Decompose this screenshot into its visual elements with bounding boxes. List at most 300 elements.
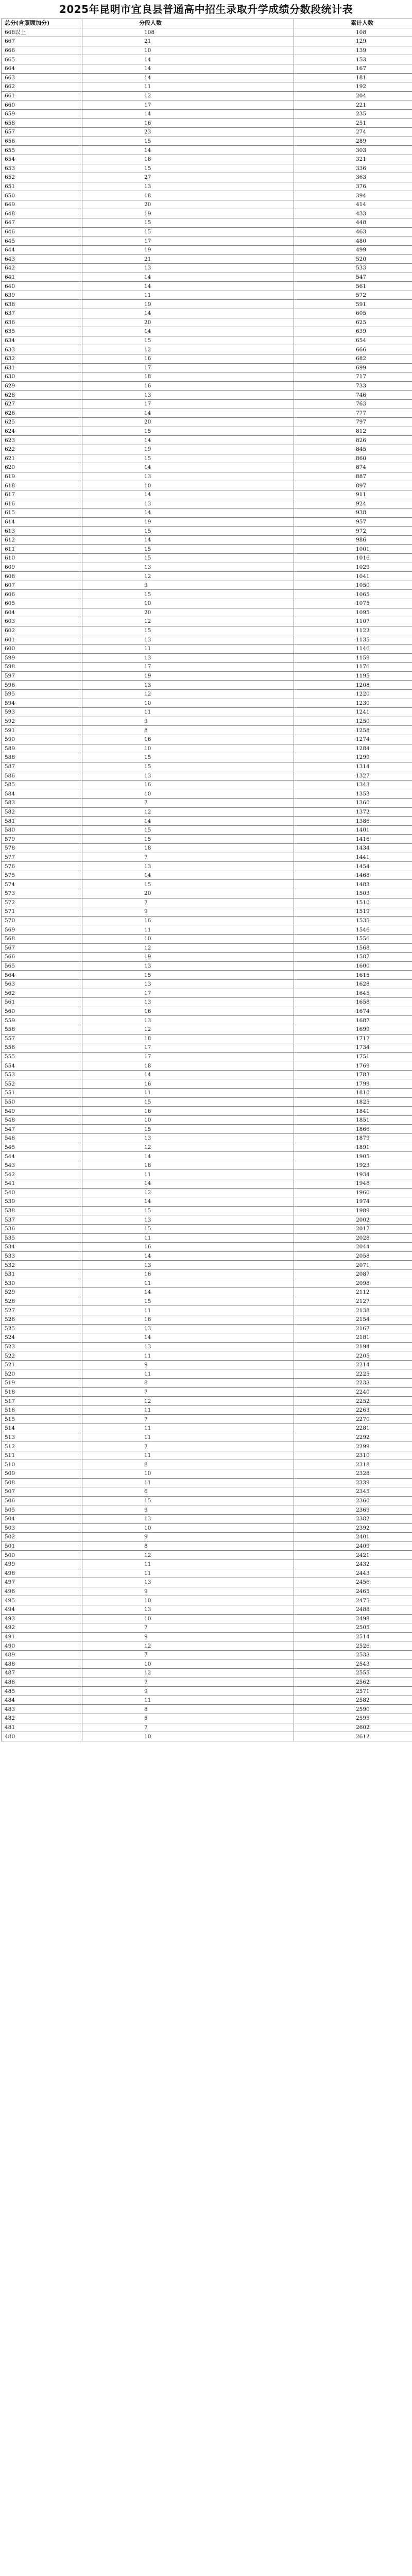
header-cumulative-count: 累计人数 — [294, 19, 412, 28]
cumulative-count-cell: 1230 — [294, 699, 412, 708]
segment-count-cell: 14 — [82, 490, 294, 499]
table-row — [2, 363, 412, 372]
cumulative-count-cell: 2612 — [294, 1732, 412, 1741]
table-row — [2, 55, 412, 64]
table-row — [2, 880, 412, 889]
cumulative-count-cell: 2281 — [294, 1424, 412, 1433]
segment-count-cell: 7 — [82, 1387, 294, 1397]
cumulative-count-cell: 2112 — [294, 1288, 412, 1297]
score-cell: 597 — [2, 671, 82, 681]
table-row — [2, 1523, 412, 1533]
segment-count-cell: 11 — [82, 1478, 294, 1487]
cumulative-count-cell: 2369 — [294, 1505, 412, 1515]
table-row — [2, 1732, 412, 1741]
score-cell: 482 — [2, 1714, 82, 1723]
segment-count-cell: 9 — [82, 1687, 294, 1696]
table-row — [2, 1043, 412, 1053]
score-cell: 628 — [2, 391, 82, 400]
segment-count-cell: 18 — [82, 372, 294, 382]
score-cell: 609 — [2, 563, 82, 572]
cumulative-count-cell: 2602 — [294, 1723, 412, 1732]
cumulative-count-cell: 2058 — [294, 1251, 412, 1261]
cumulative-count-cell: 1095 — [294, 608, 412, 617]
table-row — [2, 1315, 412, 1324]
cumulative-count-cell: 1628 — [294, 979, 412, 989]
score-cell: 489 — [2, 1650, 82, 1659]
table-row — [2, 563, 412, 572]
segment-count-cell: 21 — [82, 37, 294, 46]
cumulative-count-cell: 682 — [294, 354, 412, 363]
cumulative-count-cell: 1050 — [294, 581, 412, 590]
segment-count-cell: 11 — [82, 1433, 294, 1442]
cumulative-count-cell: 2328 — [294, 1469, 412, 1479]
score-cell: 578 — [2, 844, 82, 853]
cumulative-count-cell: 1314 — [294, 762, 412, 771]
score-cell: 621 — [2, 454, 82, 463]
cumulative-count-cell: 533 — [294, 264, 412, 273]
table-row — [2, 1496, 412, 1505]
cumulative-count-cell: 2360 — [294, 1496, 412, 1505]
score-cell: 618 — [2, 481, 82, 490]
cumulative-count-cell: 1615 — [294, 971, 412, 980]
segment-count-cell: 14 — [82, 64, 294, 73]
segment-count-cell: 14 — [82, 871, 294, 880]
score-cell: 549 — [2, 1107, 82, 1116]
cumulative-count-cell: 1825 — [294, 1097, 412, 1107]
cumulative-count-cell: 2562 — [294, 1677, 412, 1687]
segment-count-cell: 20 — [82, 889, 294, 899]
cumulative-count-cell: 2595 — [294, 1714, 412, 1723]
table-row — [2, 1487, 412, 1497]
table-row — [2, 1279, 412, 1288]
segment-count-cell: 15 — [82, 227, 294, 236]
segment-count-cell: 16 — [82, 1079, 294, 1089]
score-cell: 603 — [2, 617, 82, 626]
cumulative-count-cell: 1546 — [294, 925, 412, 935]
score-cell: 509 — [2, 1469, 82, 1479]
cumulative-count-cell: 2263 — [294, 1405, 412, 1415]
score-cell: 503 — [2, 1523, 82, 1533]
score-cell: 518 — [2, 1387, 82, 1397]
cumulative-count-cell: 1386 — [294, 817, 412, 826]
table-row — [2, 155, 412, 164]
table-row — [2, 961, 412, 971]
table-row — [2, 599, 412, 608]
cumulative-count-cell: 2292 — [294, 1433, 412, 1442]
score-cell: 627 — [2, 399, 82, 409]
score-cell: 600 — [2, 644, 82, 653]
segment-count-cell: 16 — [82, 354, 294, 363]
cumulative-count-cell: 911 — [294, 490, 412, 499]
table-row — [2, 1659, 412, 1669]
table-row — [2, 300, 412, 309]
cumulative-count-cell: 1483 — [294, 880, 412, 889]
segment-count-cell: 14 — [82, 109, 294, 118]
table-row — [2, 1107, 412, 1116]
cumulative-count-cell: 1717 — [294, 1034, 412, 1043]
table-row — [2, 889, 412, 899]
segment-count-cell: 10 — [82, 1614, 294, 1623]
table-row — [2, 644, 412, 653]
cumulative-count-cell: 2017 — [294, 1224, 412, 1233]
segment-count-cell: 8 — [82, 1379, 294, 1388]
table-row — [2, 28, 412, 37]
score-cell: 524 — [2, 1333, 82, 1343]
cumulative-count-cell: 699 — [294, 363, 412, 372]
segment-count-cell: 11 — [82, 1405, 294, 1415]
table-row — [2, 1596, 412, 1605]
segment-count-cell: 8 — [82, 1541, 294, 1551]
score-cell: 630 — [2, 372, 82, 382]
score-cell: 658 — [2, 118, 82, 128]
table-row — [2, 1161, 412, 1170]
cumulative-count-cell: 2339 — [294, 1478, 412, 1487]
score-cell: 611 — [2, 545, 82, 554]
table-row — [2, 1143, 412, 1152]
segment-count-cell: 15 — [82, 971, 294, 980]
score-cell: 510 — [2, 1460, 82, 1469]
score-cell: 606 — [2, 590, 82, 599]
cumulative-count-cell: 1556 — [294, 934, 412, 943]
cumulative-count-cell: 605 — [294, 309, 412, 318]
score-cell: 506 — [2, 1496, 82, 1505]
segment-count-cell: 10 — [82, 481, 294, 490]
score-cell: 545 — [2, 1143, 82, 1152]
cumulative-count-cell: 874 — [294, 463, 412, 472]
table-row — [2, 1587, 412, 1596]
score-cell: 656 — [2, 137, 82, 146]
cumulative-count-cell: 336 — [294, 164, 412, 173]
cumulative-count-cell: 1372 — [294, 807, 412, 817]
cumulative-count-cell: 448 — [294, 218, 412, 228]
score-cell: 567 — [2, 943, 82, 953]
table-row — [2, 527, 412, 536]
segment-count-cell: 17 — [82, 363, 294, 372]
segment-count-cell: 19 — [82, 300, 294, 309]
score-cell: 531 — [2, 1269, 82, 1279]
score-cell: 655 — [2, 146, 82, 155]
score-cell: 538 — [2, 1206, 82, 1215]
cumulative-count-cell: 1122 — [294, 626, 412, 635]
segment-count-cell: 12 — [82, 1551, 294, 1560]
cumulative-count-cell: 1769 — [294, 1061, 412, 1071]
cumulative-count-cell: 2533 — [294, 1650, 412, 1659]
segment-count-cell: 15 — [82, 753, 294, 762]
segment-count-cell: 14 — [82, 1333, 294, 1343]
table-row — [2, 91, 412, 100]
score-cell: 569 — [2, 925, 82, 935]
score-cell: 492 — [2, 1623, 82, 1633]
cumulative-count-cell: 2382 — [294, 1514, 412, 1523]
cumulative-count-cell: 561 — [294, 282, 412, 291]
segment-count-cell: 10 — [82, 599, 294, 608]
score-cell: 527 — [2, 1306, 82, 1315]
score-cell: 640 — [2, 282, 82, 291]
score-cell: 528 — [2, 1297, 82, 1306]
table-row — [2, 454, 412, 463]
table-row — [2, 1061, 412, 1071]
cumulative-count-cell: 547 — [294, 273, 412, 282]
score-cell: 602 — [2, 626, 82, 635]
table-row — [2, 1551, 412, 1560]
score-cell: 494 — [2, 1605, 82, 1614]
segment-count-cell: 11 — [82, 1451, 294, 1460]
cumulative-count-cell: 376 — [294, 182, 412, 191]
cumulative-count-cell: 666 — [294, 345, 412, 354]
table-row — [2, 1451, 412, 1460]
score-cell: 556 — [2, 1043, 82, 1053]
score-cell: 496 — [2, 1587, 82, 1596]
score-cell: 650 — [2, 191, 82, 200]
cumulative-count-cell: 1284 — [294, 744, 412, 753]
cumulative-count-cell: 1075 — [294, 599, 412, 608]
page-title: 2025年昆明市宜良县普通高中招生录取升学成绩分数段统计表 — [59, 3, 353, 15]
score-cell: 564 — [2, 971, 82, 980]
segment-count-cell: 7 — [82, 1442, 294, 1451]
score-cell: 647 — [2, 218, 82, 228]
cumulative-count-cell: 2401 — [294, 1533, 412, 1542]
cumulative-count-cell: 2345 — [294, 1487, 412, 1497]
segment-count-cell: 6 — [82, 1487, 294, 1497]
cumulative-count-cell: 520 — [294, 255, 412, 264]
cumulative-count-cell: 1041 — [294, 572, 412, 581]
table-row — [2, 1541, 412, 1551]
cumulative-count-cell: 2233 — [294, 1379, 412, 1388]
table-row — [2, 807, 412, 817]
table-row — [2, 1632, 412, 1641]
table-row — [2, 327, 412, 336]
table-row — [2, 282, 412, 291]
score-cell: 558 — [2, 1025, 82, 1034]
segment-count-cell: 15 — [82, 336, 294, 345]
cumulative-count-cell: 777 — [294, 409, 412, 418]
score-cell: 546 — [2, 1134, 82, 1143]
score-cell: 643 — [2, 255, 82, 264]
table-row — [2, 109, 412, 118]
score-cell: 540 — [2, 1188, 82, 1197]
score-cell: 585 — [2, 780, 82, 789]
segment-count-cell: 19 — [82, 445, 294, 454]
segment-count-cell: 11 — [82, 1170, 294, 1179]
score-cell: 583 — [2, 799, 82, 808]
cumulative-count-cell: 2071 — [294, 1261, 412, 1270]
table-row — [2, 1306, 412, 1315]
score-cell: 659 — [2, 109, 82, 118]
score-cell: 502 — [2, 1533, 82, 1542]
segment-count-cell: 14 — [82, 282, 294, 291]
cumulative-count-cell: 1687 — [294, 1016, 412, 1025]
cumulative-count-cell: 221 — [294, 100, 412, 110]
segment-count-cell: 7 — [82, 799, 294, 808]
header-segment-count: 分段人数 — [82, 19, 294, 28]
score-cell: 644 — [2, 245, 82, 255]
segment-count-cell: 13 — [82, 472, 294, 481]
score-cell: 639 — [2, 291, 82, 300]
segment-count-cell: 11 — [82, 291, 294, 300]
segment-count-cell: 13 — [82, 1134, 294, 1143]
table-row — [2, 1097, 412, 1107]
table-row — [2, 1478, 412, 1487]
segment-count-cell: 15 — [82, 1224, 294, 1233]
table-row — [2, 318, 412, 327]
table-row — [2, 1197, 412, 1207]
segment-count-cell: 9 — [82, 1587, 294, 1596]
table-row — [2, 291, 412, 300]
segment-count-cell: 15 — [82, 1206, 294, 1215]
cumulative-count-cell: 2543 — [294, 1659, 412, 1669]
segment-count-cell: 15 — [82, 1496, 294, 1505]
cumulative-count-cell: 1360 — [294, 799, 412, 808]
table-row — [2, 445, 412, 454]
score-cell: 581 — [2, 817, 82, 826]
cumulative-count-cell: 2167 — [294, 1324, 412, 1333]
segment-count-cell: 12 — [82, 1143, 294, 1152]
segment-count-cell: 17 — [82, 100, 294, 110]
cumulative-count-cell: 1645 — [294, 989, 412, 998]
score-cell: 584 — [2, 789, 82, 799]
score-cell: 601 — [2, 635, 82, 645]
table-row — [2, 1016, 412, 1025]
score-cell: 664 — [2, 64, 82, 73]
table-row — [2, 1705, 412, 1714]
cumulative-count-cell: 2310 — [294, 1451, 412, 1460]
cumulative-count-cell: 1510 — [294, 898, 412, 907]
score-cell: 636 — [2, 318, 82, 327]
score-cell: 539 — [2, 1197, 82, 1207]
cumulative-count-cell: 986 — [294, 535, 412, 545]
segment-count-cell: 9 — [82, 1632, 294, 1641]
table-row — [2, 1052, 412, 1061]
score-cell: 553 — [2, 1070, 82, 1079]
score-cell: 566 — [2, 953, 82, 962]
segment-count-cell: 11 — [82, 1233, 294, 1243]
table-row — [2, 1179, 412, 1189]
score-cell: 552 — [2, 1079, 82, 1089]
table-row — [2, 1687, 412, 1696]
segment-count-cell: 16 — [82, 916, 294, 925]
table-row — [2, 182, 412, 191]
score-cell: 666 — [2, 46, 82, 55]
score-cell: 589 — [2, 744, 82, 753]
score-cell: 508 — [2, 1478, 82, 1487]
segment-count-cell: 10 — [82, 699, 294, 708]
table-row — [2, 1560, 412, 1569]
segment-count-cell: 14 — [82, 1152, 294, 1161]
cumulative-count-cell: 1600 — [294, 961, 412, 971]
segment-count-cell: 12 — [82, 1669, 294, 1678]
segment-count-cell: 13 — [82, 1261, 294, 1270]
cumulative-count-cell: 2456 — [294, 1578, 412, 1587]
score-cell: 536 — [2, 1224, 82, 1233]
table-row — [2, 490, 412, 499]
segment-count-cell: 11 — [82, 925, 294, 935]
cumulative-count-cell: 2555 — [294, 1669, 412, 1678]
score-cell: 533 — [2, 1251, 82, 1261]
table-row — [2, 1288, 412, 1297]
table-row — [2, 463, 412, 472]
segment-count-cell: 13 — [82, 653, 294, 663]
table-row — [2, 979, 412, 989]
score-cell: 576 — [2, 862, 82, 871]
score-cell: 515 — [2, 1415, 82, 1424]
cumulative-count-cell: 1001 — [294, 545, 412, 554]
cumulative-count-cell: 1851 — [294, 1115, 412, 1125]
table-row — [2, 717, 412, 726]
segment-count-cell: 10 — [82, 1596, 294, 1605]
score-cell: 516 — [2, 1405, 82, 1415]
segment-count-cell: 15 — [82, 590, 294, 599]
table-row — [2, 608, 412, 617]
table-header-row — [2, 19, 412, 28]
segment-count-cell: 14 — [82, 327, 294, 336]
segment-count-cell: 8 — [82, 726, 294, 735]
table-row — [2, 998, 412, 1007]
cumulative-count-cell: 1159 — [294, 653, 412, 663]
table-row — [2, 762, 412, 771]
cumulative-count-cell: 1568 — [294, 943, 412, 953]
cumulative-count-cell: 1454 — [294, 862, 412, 871]
score-cell: 641 — [2, 273, 82, 282]
cumulative-count-cell: 897 — [294, 481, 412, 490]
cumulative-count-cell: 1416 — [294, 835, 412, 844]
table-row — [2, 862, 412, 871]
table-row — [2, 1089, 412, 1098]
score-cell: 634 — [2, 336, 82, 345]
score-cell: 548 — [2, 1115, 82, 1125]
table-row — [2, 354, 412, 363]
score-cell: 480 — [2, 1732, 82, 1741]
cumulative-count-cell: 1434 — [294, 844, 412, 853]
score-cell: 623 — [2, 436, 82, 445]
cumulative-count-cell: 1974 — [294, 1197, 412, 1207]
table-row — [2, 1369, 412, 1379]
score-cell: 493 — [2, 1614, 82, 1623]
cumulative-count-cell: 2409 — [294, 1541, 412, 1551]
table-row — [2, 835, 412, 844]
segment-count-cell: 11 — [82, 1569, 294, 1578]
segment-count-cell: 18 — [82, 191, 294, 200]
cumulative-count-cell: 181 — [294, 73, 412, 82]
table-row — [2, 1569, 412, 1578]
table-row — [2, 726, 412, 735]
cumulative-count-cell: 363 — [294, 173, 412, 182]
cumulative-count-cell: 1208 — [294, 681, 412, 690]
cumulative-count-cell: 1674 — [294, 1007, 412, 1016]
segment-count-cell: 7 — [82, 1677, 294, 1687]
table-row — [2, 1206, 412, 1215]
cumulative-count-cell: 1810 — [294, 1089, 412, 1098]
cumulative-count-cell: 1176 — [294, 663, 412, 672]
segment-count-cell: 13 — [82, 771, 294, 781]
cumulative-count-cell: 797 — [294, 418, 412, 427]
cumulative-count-cell: 887 — [294, 472, 412, 481]
table-row — [2, 916, 412, 925]
segment-count-cell: 9 — [82, 1360, 294, 1369]
segment-count-cell: 14 — [82, 817, 294, 826]
segment-count-cell: 10 — [82, 1469, 294, 1479]
cumulative-count-cell: 1948 — [294, 1179, 412, 1189]
cumulative-count-cell: 1879 — [294, 1134, 412, 1143]
cumulative-count-cell: 2087 — [294, 1269, 412, 1279]
table-row — [2, 989, 412, 998]
segment-count-cell: 15 — [82, 427, 294, 436]
cumulative-count-cell: 1146 — [294, 644, 412, 653]
table-row — [2, 264, 412, 273]
segment-count-cell: 14 — [82, 509, 294, 518]
cumulative-count-cell: 957 — [294, 517, 412, 527]
score-cell: 513 — [2, 1433, 82, 1442]
score-cell: 507 — [2, 1487, 82, 1497]
